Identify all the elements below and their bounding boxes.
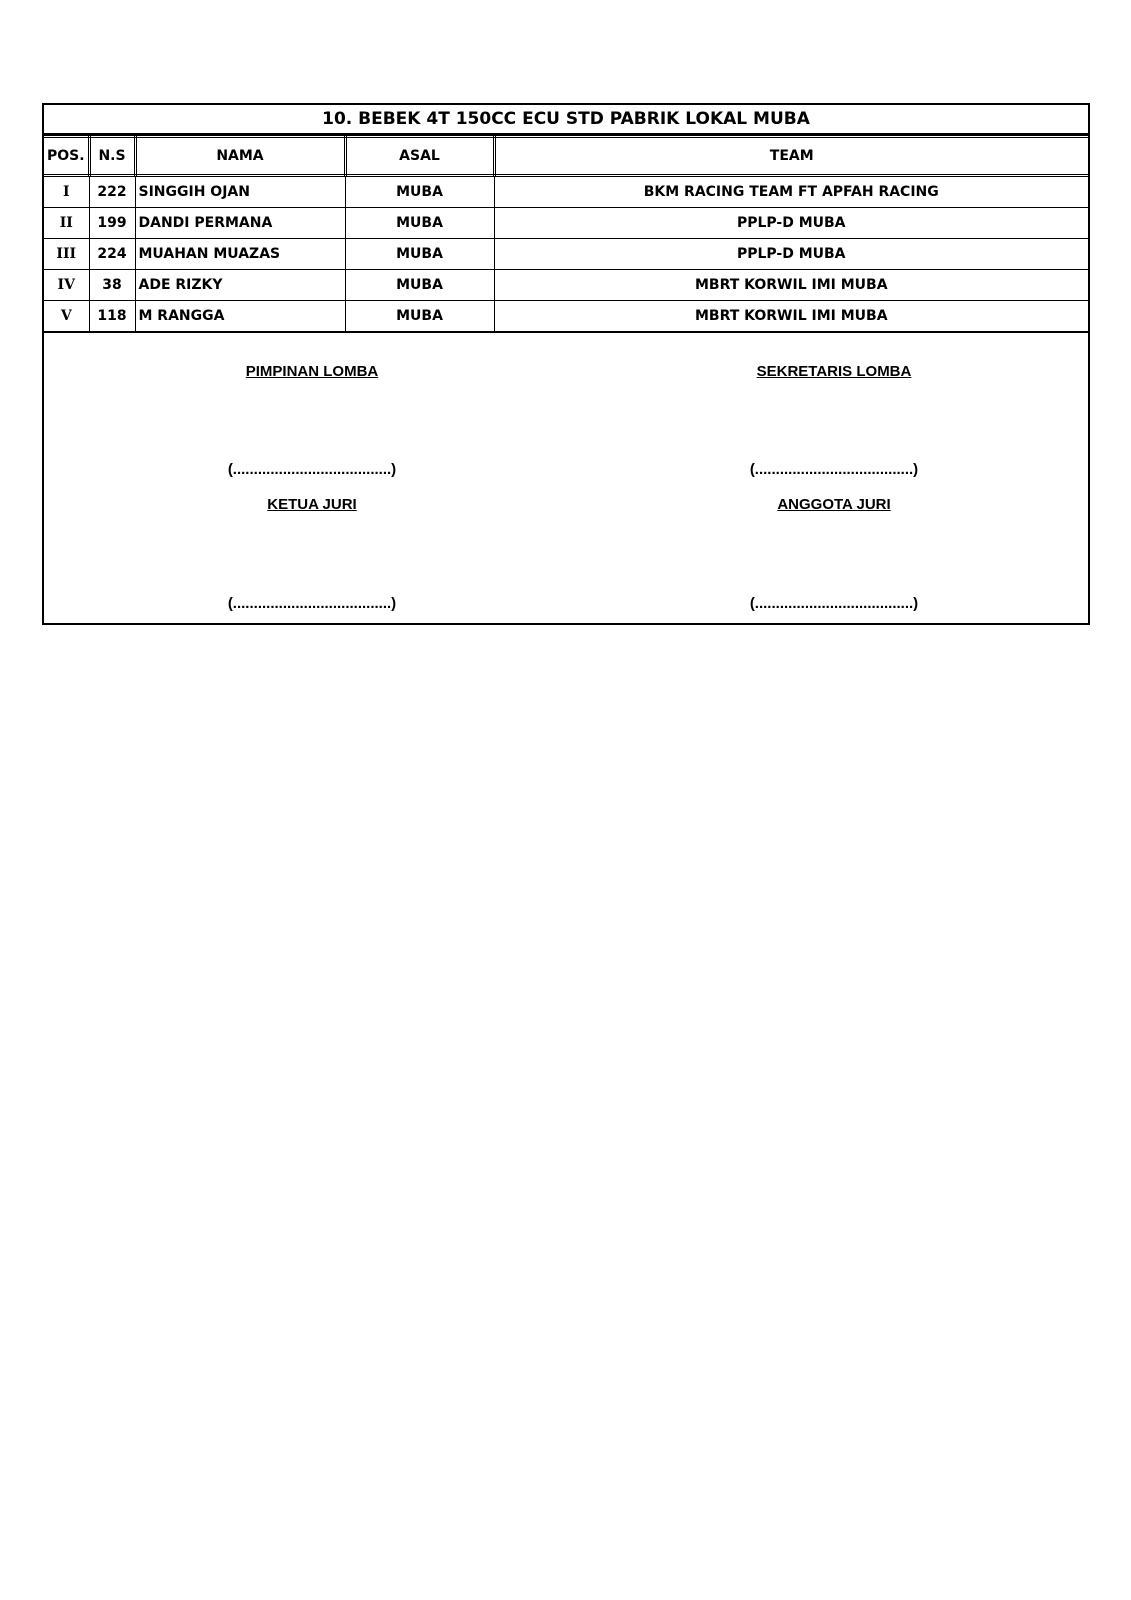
cell-ns: 222: [89, 176, 135, 208]
ketua-juri-label: KETUA JURI: [267, 496, 357, 513]
table-row: [44, 270, 1088, 301]
results-table: [44, 135, 1088, 332]
cell-asal: MUBA: [345, 239, 494, 270]
table-row: [44, 239, 1088, 270]
cell-ns: 38: [89, 270, 135, 301]
cell-pos: I: [44, 176, 89, 208]
cell-team: MBRT KORWIL IMI MUBA: [494, 301, 1088, 332]
cell-nama: SINGGIH OJAN: [135, 176, 345, 208]
cell-team: PPLP-D MUBA: [494, 239, 1088, 270]
cell-nama: MUAHAN MUAZAS: [135, 239, 345, 270]
pimpinan-lomba-label: PIMPINAN LOMBA: [245, 363, 379, 380]
header-row: [44, 137, 1088, 176]
cell-pos: IV: [44, 270, 89, 301]
cell-nama: M RANGGA: [135, 301, 345, 332]
cell-ns: 224: [89, 239, 135, 270]
cell-team: MBRT KORWIL IMI MUBA: [494, 270, 1088, 301]
signature-section: [44, 332, 1088, 623]
cell-nama: ADE RIZKY: [135, 270, 345, 301]
cell-asal: MUBA: [345, 208, 494, 239]
pimpinan-signature-line: (......................................): [227, 461, 397, 478]
table-row: [44, 208, 1088, 239]
ketua-signature-line: (......................................): [227, 595, 397, 612]
cell-pos: III: [44, 239, 89, 270]
header-nama: NAMA: [135, 137, 345, 176]
header-ns: N.S: [89, 137, 135, 176]
anggota-signature-line: (......................................): [749, 595, 919, 612]
cell-team: PPLP-D MUBA: [494, 208, 1088, 239]
cell-team: BKM RACING TEAM FT APFAH RACING: [494, 176, 1088, 208]
cell-pos: V: [44, 301, 89, 332]
cell-asal: MUBA: [345, 176, 494, 208]
results-sheet: [42, 103, 1090, 625]
cell-ns: 118: [89, 301, 135, 332]
cell-pos: II: [44, 208, 89, 239]
sekretaris-lomba-label: SEKRETARIS LOMBA: [756, 363, 912, 380]
header-pos: POS.: [44, 137, 89, 176]
cell-asal: MUBA: [345, 270, 494, 301]
table-row: [44, 301, 1088, 332]
cell-nama: DANDI PERMANA: [135, 208, 345, 239]
sheet-title: 10. BEBEK 4T 150CC ECU STD PABRIK LOKAL MUBA: [44, 105, 1088, 135]
header-asal: ASAL: [345, 137, 494, 176]
cell-asal: MUBA: [345, 301, 494, 332]
table-row: [44, 176, 1088, 208]
cell-ns: 199: [89, 208, 135, 239]
header-team: TEAM: [494, 137, 1088, 176]
sekretaris-signature-line: (......................................): [749, 461, 919, 478]
anggota-juri-label: ANGGOTA JURI: [777, 496, 891, 513]
